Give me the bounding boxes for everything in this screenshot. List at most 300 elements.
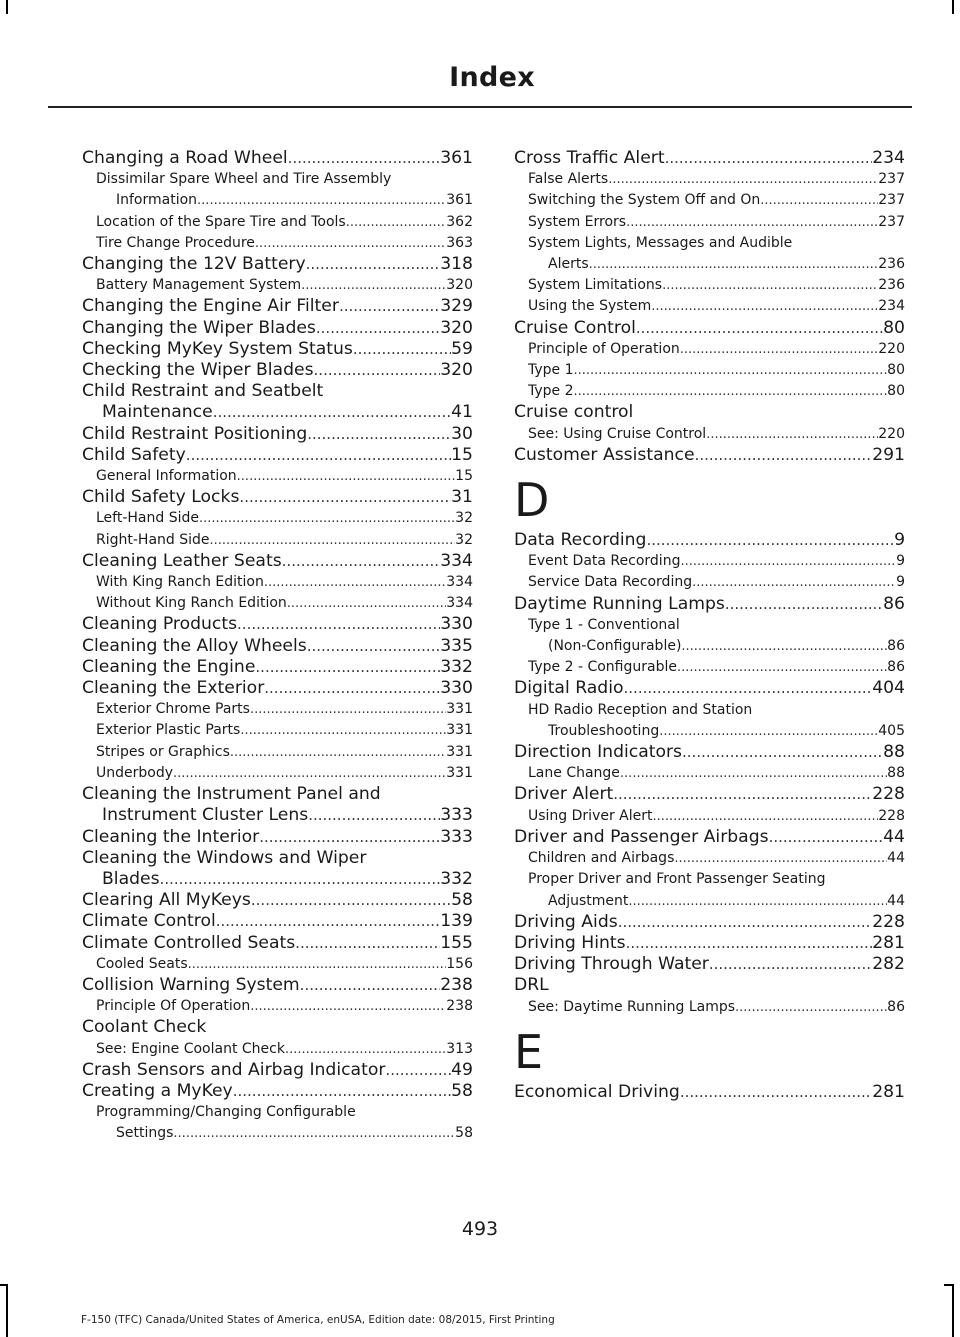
entry-line: [82, 487, 473, 508]
page-reference[interactable]: 59: [451, 338, 473, 359]
leader-dots: [651, 296, 878, 317]
entry-line: [96, 233, 473, 254]
leader-dots: [301, 275, 446, 296]
entry-line: [82, 445, 473, 466]
entry-line: [528, 254, 905, 275]
page-reference[interactable]: 41: [451, 402, 473, 423]
entry-text[interactable]: Stripes or Graphics: [96, 743, 230, 760]
page-reference[interactable]: 86: [887, 998, 905, 1015]
index-entry: [82, 636, 473, 657]
entry-line: [96, 593, 473, 614]
entry-line: [528, 212, 905, 233]
page-reference[interactable]: 58: [451, 1080, 473, 1101]
entry-line: [514, 933, 905, 954]
entry-text[interactable]: Driving Aids: [514, 911, 618, 932]
crop-mark-top-right: [952, 0, 954, 14]
leader-dots: [264, 572, 446, 593]
index-subentry: [514, 615, 905, 657]
entry-text[interactable]: Location of the Spare Tire and Tools: [96, 213, 346, 230]
entry-text-first-line: HD Radio Reception and Station: [528, 701, 753, 718]
page-reference[interactable]: 86: [887, 659, 905, 676]
entry-line: [528, 339, 905, 360]
entry-line: [514, 148, 905, 169]
leader-dots: [385, 1060, 451, 1081]
entry-line: [82, 805, 473, 826]
entry-text[interactable]: Creating a MyKey: [82, 1080, 233, 1101]
page-reference[interactable]: 9: [896, 574, 905, 591]
page-reference[interactable]: 331: [446, 722, 473, 739]
page-reference[interactable]: 313: [446, 1040, 473, 1057]
index-subentry: [82, 212, 473, 233]
entry-line: [96, 572, 473, 593]
leader-dots: [695, 445, 873, 466]
page-reference[interactable]: 237: [878, 192, 905, 209]
leader-dots: [250, 699, 446, 720]
entry-text[interactable]: Exterior Chrome Parts: [96, 701, 250, 718]
page-reference[interactable]: 281: [872, 1081, 905, 1102]
entry-line: [82, 318, 473, 339]
entry-text[interactable]: Without King Ranch Edition: [96, 595, 287, 612]
index-entry: [82, 827, 473, 848]
entry-line: [514, 678, 905, 699]
index-subentry: [82, 275, 473, 296]
leader-dots: [233, 1081, 451, 1102]
entry-text[interactable]: With King Ranch Edition: [96, 574, 264, 591]
index-entry: [514, 742, 905, 763]
page-reference[interactable]: 80: [887, 383, 905, 400]
footer-text: F-150 (TFC) Canada/United States of America, enUSA, Edition date: 08/2015, First Printing: [81, 1314, 555, 1326]
index-subentry: [514, 233, 905, 275]
index-subentry: [82, 1102, 473, 1144]
page-reference[interactable]: 237: [878, 171, 905, 188]
entry-line: [82, 869, 473, 890]
index-entry: [82, 148, 473, 169]
entry-text[interactable]: Economical Driving: [514, 1081, 680, 1102]
entry-text[interactable]: Event Data Recording: [528, 553, 681, 570]
index-entry: [514, 954, 905, 975]
page-reference[interactable]: 333: [440, 805, 473, 826]
entry-line: [82, 636, 473, 657]
entry-line: [82, 424, 473, 445]
entry-text[interactable]: Cross Traffic Alert: [514, 148, 665, 168]
entry-text[interactable]: Direction Indicators: [514, 742, 683, 763]
entry-line: [96, 190, 473, 211]
section-letter: E: [514, 1024, 544, 1079]
entry-line: [514, 827, 905, 848]
leader-dots: [213, 402, 451, 423]
page-reference[interactable]: 58: [455, 1125, 473, 1142]
index-subentry: [82, 954, 473, 975]
page-reference[interactable]: 86: [883, 593, 905, 614]
page-reference[interactable]: 228: [872, 911, 905, 932]
page-reference[interactable]: 44: [887, 850, 905, 867]
page-reference[interactable]: 9: [894, 530, 905, 551]
page-reference[interactable]: 80: [887, 362, 905, 379]
entry-text[interactable]: Tire Change Procedure: [96, 234, 255, 251]
section-letter: D: [514, 473, 550, 528]
entry-text[interactable]: Checking MyKey System Status: [82, 338, 353, 359]
leader-dots: [618, 912, 873, 933]
page-reference[interactable]: 44: [887, 892, 905, 909]
entry-text[interactable]: Principle Of Operation: [96, 998, 251, 1015]
leader-dots: [306, 254, 441, 275]
entry-text[interactable]: Changing the Wiper Blades: [82, 317, 316, 338]
index-subentry: [514, 763, 905, 784]
leader-dots: [706, 424, 878, 445]
page-reference[interactable]: 228: [872, 784, 905, 805]
page-reference[interactable]: 291: [872, 444, 905, 465]
entry-text-first-line: Programming/Changing Configurable: [96, 1104, 356, 1121]
page-reference[interactable]: 155: [440, 932, 473, 953]
entry-text-first-line: Cleaning the Windows and Wiper: [82, 847, 367, 868]
page-reference[interactable]: 236: [878, 277, 905, 294]
page-reference[interactable]: 58: [451, 890, 473, 911]
page-reference[interactable]: 332: [440, 656, 473, 677]
entry-text[interactable]: Cleaning Leather Seats: [82, 550, 282, 571]
entry-text[interactable]: Clearing All MyKeys: [82, 890, 251, 911]
entry-text[interactable]: Type 2: [528, 383, 574, 400]
entry-line: [528, 572, 905, 593]
entry-text[interactable]: Alerts: [548, 256, 589, 273]
page-reference[interactable]: 282: [872, 954, 905, 975]
entry-line: [96, 530, 473, 551]
leader-dots: [626, 212, 878, 233]
entry-text-first-line: System Lights, Messages and Audible: [528, 234, 793, 251]
entry-line: [96, 275, 473, 296]
page-reference[interactable]: 9: [896, 553, 905, 570]
page-reference[interactable]: 15: [451, 444, 473, 465]
index-subentry: [82, 508, 473, 529]
leader-dots: [339, 296, 440, 317]
entry-text[interactable]: Using the System: [528, 298, 652, 315]
index-column-left: [82, 148, 473, 1145]
entry-text[interactable]: Troubleshooting: [548, 722, 660, 739]
leader-dots: [314, 360, 441, 381]
crop-mark-bottom-left: [6, 1284, 8, 1337]
entry-text[interactable]: Changing the Engine Air Filter: [82, 296, 339, 317]
entry-text[interactable]: Cruise Control: [514, 317, 636, 338]
entry-line: [514, 1082, 905, 1103]
entry-text[interactable]: Checking the Wiper Blades: [82, 360, 314, 381]
entry-line: [82, 614, 473, 635]
index-entry: [82, 614, 473, 635]
header-rule: [48, 106, 912, 108]
entry-text[interactable]: Data Recording: [514, 530, 647, 551]
entry-line: [514, 742, 905, 763]
page-reference[interactable]: 44: [883, 826, 905, 847]
entry-text[interactable]: Battery Management System: [96, 277, 302, 294]
entry-text[interactable]: Lane Change: [528, 765, 620, 782]
index-subentry: [82, 572, 473, 593]
entry-text[interactable]: Type 1: [528, 362, 574, 379]
entry-text[interactable]: System Limitations: [528, 277, 663, 294]
page-reference[interactable]: 331: [446, 701, 473, 718]
entry-text[interactable]: Climate Controlled Seats: [82, 932, 296, 953]
leader-dots: [237, 614, 440, 635]
index-entry: [514, 402, 905, 423]
index-entry: [82, 551, 473, 572]
page-reference[interactable]: 228: [878, 807, 905, 824]
page-reference[interactable]: 335: [440, 635, 473, 656]
entry-line: [514, 784, 905, 805]
leader-dots: [681, 636, 887, 657]
page-reference[interactable]: 361: [446, 192, 473, 209]
page-reference[interactable]: 320: [446, 277, 473, 294]
index-subentry: [514, 360, 905, 381]
leader-dots: [624, 678, 873, 699]
entry-text[interactable]: Instrument Cluster Lens: [102, 805, 309, 826]
entry-text[interactable]: Driver Alert: [514, 784, 614, 805]
entry-text[interactable]: See: Daytime Running Lamps: [528, 998, 736, 1015]
index-entry: [82, 784, 473, 826]
entry-line: [82, 148, 473, 169]
page-reference[interactable]: 220: [878, 340, 905, 357]
entry-line: [96, 720, 473, 741]
index-subentry: [514, 551, 905, 572]
leader-dots: [613, 784, 872, 805]
leader-dots: [255, 233, 446, 254]
entry-text[interactable]: Adjustment: [548, 892, 629, 909]
index-subentry: [514, 572, 905, 593]
index-subentry: [514, 212, 905, 233]
entry-text[interactable]: Driving Through Water: [514, 954, 709, 975]
entry-text[interactable]: Cleaning Products: [82, 614, 238, 635]
entry-line: [82, 657, 473, 678]
entry-text[interactable]: Information: [116, 192, 198, 209]
index-entry: [82, 657, 473, 678]
leader-dots: [680, 551, 896, 572]
entry-text[interactable]: Cleaning the Exterior: [82, 678, 265, 699]
index-entry: [514, 318, 905, 339]
entry-text[interactable]: Cleaning the Engine: [82, 656, 256, 677]
page-reference[interactable]: 32: [455, 531, 473, 548]
entry-text[interactable]: Child Safety Locks: [82, 487, 240, 508]
entry-text[interactable]: Cleaning the Interior: [82, 826, 260, 847]
index-entry: [514, 1082, 905, 1103]
leader-dots: [574, 360, 888, 381]
entry-text[interactable]: Changing a Road Wheel: [82, 148, 288, 168]
entry-text[interactable]: Right-Hand Side: [96, 531, 210, 548]
page-reference[interactable]: 236: [878, 256, 905, 273]
entry-text[interactable]: Coolant Check: [82, 1017, 207, 1038]
entry-line: [514, 402, 905, 423]
entry-text[interactable]: System Errors: [528, 213, 627, 230]
leader-dots: [680, 339, 879, 360]
page-reference[interactable]: 30: [451, 423, 473, 444]
entry-line: [82, 1017, 473, 1038]
leader-dots: [653, 806, 879, 827]
page-reference[interactable]: 330: [440, 614, 473, 635]
page-reference[interactable]: 332: [440, 868, 473, 889]
entry-text[interactable]: Service Data Recording: [528, 574, 693, 591]
leader-dots: [307, 424, 451, 445]
entry-text[interactable]: Maintenance: [102, 402, 213, 423]
entry-text[interactable]: Children and Airbags: [528, 850, 675, 867]
entry-text[interactable]: Left-Hand Side: [96, 510, 199, 527]
entry-text[interactable]: Climate Control: [82, 911, 216, 932]
entry-line: [528, 169, 905, 190]
index-entry: [82, 381, 473, 423]
leader-dots: [239, 487, 451, 508]
entry-line: [528, 275, 905, 296]
crop-mark-top-left: [6, 0, 8, 14]
leader-dots: [677, 657, 887, 678]
entry-text[interactable]: General Information: [96, 468, 237, 485]
page-reference[interactable]: 333: [440, 826, 473, 847]
entry-line: [82, 402, 473, 423]
page-reference[interactable]: 362: [446, 213, 473, 230]
entry-text[interactable]: (Non-Configurable): [548, 638, 682, 655]
page-reference[interactable]: 80: [883, 317, 905, 338]
entry-text[interactable]: Switching the System Off and On: [528, 192, 761, 209]
page-reference[interactable]: 334: [446, 574, 473, 591]
entry-line: [96, 212, 473, 233]
index-entry: [82, 424, 473, 445]
page-number: 493: [461, 1218, 499, 1240]
index-subentry: [514, 381, 905, 402]
index-entry: [82, 318, 473, 339]
entry-line: [528, 636, 905, 657]
leader-dots: [308, 805, 440, 826]
entry-text[interactable]: See: Engine Coolant Check: [96, 1040, 285, 1057]
index-entry: [82, 445, 473, 466]
entry-line: [96, 466, 473, 487]
index-subentry: [82, 169, 473, 211]
entry-text[interactable]: Exterior Plastic Parts: [96, 722, 241, 739]
entry-text[interactable]: Customer Assistance: [514, 444, 695, 465]
page-reference[interactable]: 88: [887, 765, 905, 782]
page-reference[interactable]: 220: [878, 425, 905, 442]
page-reference[interactable]: 139: [440, 911, 473, 932]
entry-line: [96, 763, 473, 784]
entry-text[interactable]: Settings: [116, 1125, 174, 1142]
entry-line: [528, 360, 905, 381]
entry-text[interactable]: Cruise control: [514, 402, 634, 423]
index-entry: [514, 827, 905, 848]
page-reference[interactable]: 234: [872, 148, 905, 168]
entry-line: [82, 890, 473, 911]
index-subentry: [514, 700, 905, 742]
entry-text[interactable]: Child Safety: [82, 444, 186, 465]
page-reference[interactable]: 334: [446, 595, 473, 612]
entry-line: [514, 530, 905, 551]
entry-text[interactable]: Principle of Operation: [528, 340, 680, 357]
page-reference[interactable]: 238: [440, 974, 473, 995]
entry-text-first-line: Proper Driver and Front Passenger Seating: [528, 871, 826, 888]
leader-dots: [659, 721, 878, 742]
entry-line: [82, 296, 473, 317]
entry-line: [514, 912, 905, 933]
entry-line: [514, 594, 905, 615]
entry-text[interactable]: Crash Sensors and Airbag Indicator: [82, 1059, 386, 1080]
entry-text[interactable]: Blades: [102, 868, 160, 889]
index-entry: [514, 933, 905, 954]
entry-text[interactable]: False Alerts: [528, 171, 609, 188]
entry-line: [528, 551, 905, 572]
entry-line: [96, 1039, 473, 1060]
leader-dots: [608, 169, 878, 190]
entry-text-first-line: Cleaning the Instrument Panel and: [82, 784, 381, 805]
page-reference[interactable]: 86: [887, 638, 905, 655]
page-reference[interactable]: 234: [878, 298, 905, 315]
page-reference[interactable]: 15: [455, 468, 473, 485]
leader-dots: [216, 911, 440, 932]
entry-text[interactable]: Using Driver Alert: [528, 807, 653, 824]
page-reference[interactable]: 363: [446, 234, 473, 251]
index-subentry: [514, 806, 905, 827]
entry-line: [528, 806, 905, 827]
page-reference[interactable]: 49: [451, 1059, 473, 1080]
index-subentry: [82, 466, 473, 487]
entry-line: [96, 508, 473, 529]
entry-line: [96, 996, 473, 1017]
index-entry: [82, 848, 473, 890]
leader-dots: [255, 657, 440, 678]
entry-text[interactable]: Daytime Running Lamps: [514, 593, 725, 614]
page-reference[interactable]: 237: [878, 213, 905, 230]
entry-text[interactable]: Digital Radio: [514, 678, 624, 699]
entry-text[interactable]: Child Restraint Positioning: [82, 423, 308, 444]
entry-text[interactable]: Changing the 12V Battery: [82, 254, 306, 275]
entry-text[interactable]: Cooled Seats: [96, 955, 188, 972]
entry-line: [82, 678, 473, 699]
entry-line: [82, 1081, 473, 1102]
entry-line: [514, 318, 905, 339]
leader-dots: [251, 890, 451, 911]
page-reference[interactable]: 405: [878, 722, 905, 739]
index-entry: [82, 1060, 473, 1081]
leader-dots: [240, 720, 446, 741]
page-reference[interactable]: 281: [872, 932, 905, 953]
page-reference[interactable]: 404: [872, 678, 905, 699]
index-subentry: [82, 742, 473, 763]
page-reference[interactable]: 320: [440, 360, 473, 381]
entry-text[interactable]: See: Using Cruise Control: [528, 425, 707, 442]
index-subentry: [82, 530, 473, 551]
page-reference[interactable]: 330: [440, 678, 473, 699]
page-reference[interactable]: 361: [440, 148, 473, 168]
page-reference[interactable]: 156: [446, 955, 473, 972]
entry-line: [528, 296, 905, 317]
page-reference[interactable]: 88: [883, 742, 905, 763]
page-reference[interactable]: 334: [440, 550, 473, 571]
leader-dots: [346, 212, 447, 233]
entry-text[interactable]: Driving Hints: [514, 932, 626, 953]
leader-dots: [250, 996, 446, 1017]
leader-dots: [628, 891, 887, 912]
page-reference[interactable]: 320: [440, 317, 473, 338]
page-reference[interactable]: 329: [440, 296, 473, 317]
entry-text[interactable]: Type 2 - Configurable: [528, 659, 677, 676]
page-reference[interactable]: 238: [446, 998, 473, 1015]
page-reference[interactable]: 331: [446, 764, 473, 781]
page-reference[interactable]: 31: [451, 487, 473, 508]
index-subentry: [514, 296, 905, 317]
index-entry: [514, 975, 905, 996]
crop-mark-bottom-right: [952, 1284, 954, 1337]
index-subentry: [82, 233, 473, 254]
entry-text[interactable]: Driver and Passenger Airbags: [514, 826, 769, 847]
entry-text[interactable]: Cleaning the Alloy Wheels: [82, 635, 307, 656]
page-reference[interactable]: 331: [446, 743, 473, 760]
page-reference[interactable]: 32: [455, 510, 473, 527]
leader-dots: [620, 763, 887, 784]
entry-text[interactable]: Collision Warning System: [82, 974, 300, 995]
entry-line: [82, 933, 473, 954]
entry-text[interactable]: Underbody: [96, 764, 173, 781]
page-reference[interactable]: 318: [440, 254, 473, 275]
entry-text[interactable]: DRL: [514, 975, 549, 996]
